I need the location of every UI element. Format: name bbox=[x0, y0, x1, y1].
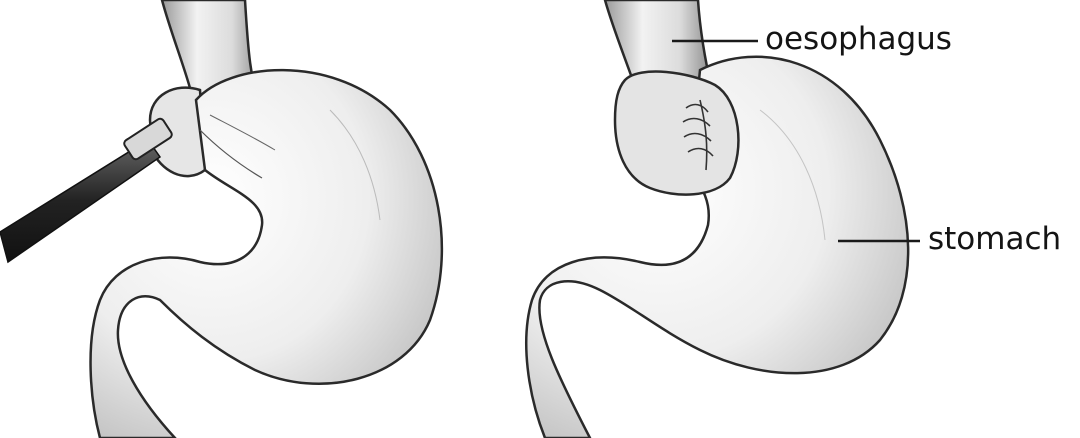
oesophagus-label: oesophagus bbox=[765, 21, 952, 57]
right-stomach-after bbox=[526, 0, 908, 438]
stomach-label: stomach bbox=[928, 221, 1062, 257]
fundoplication-wrap bbox=[615, 72, 738, 195]
left-stomach-body bbox=[91, 70, 442, 438]
left-stomach-before bbox=[0, 0, 442, 438]
